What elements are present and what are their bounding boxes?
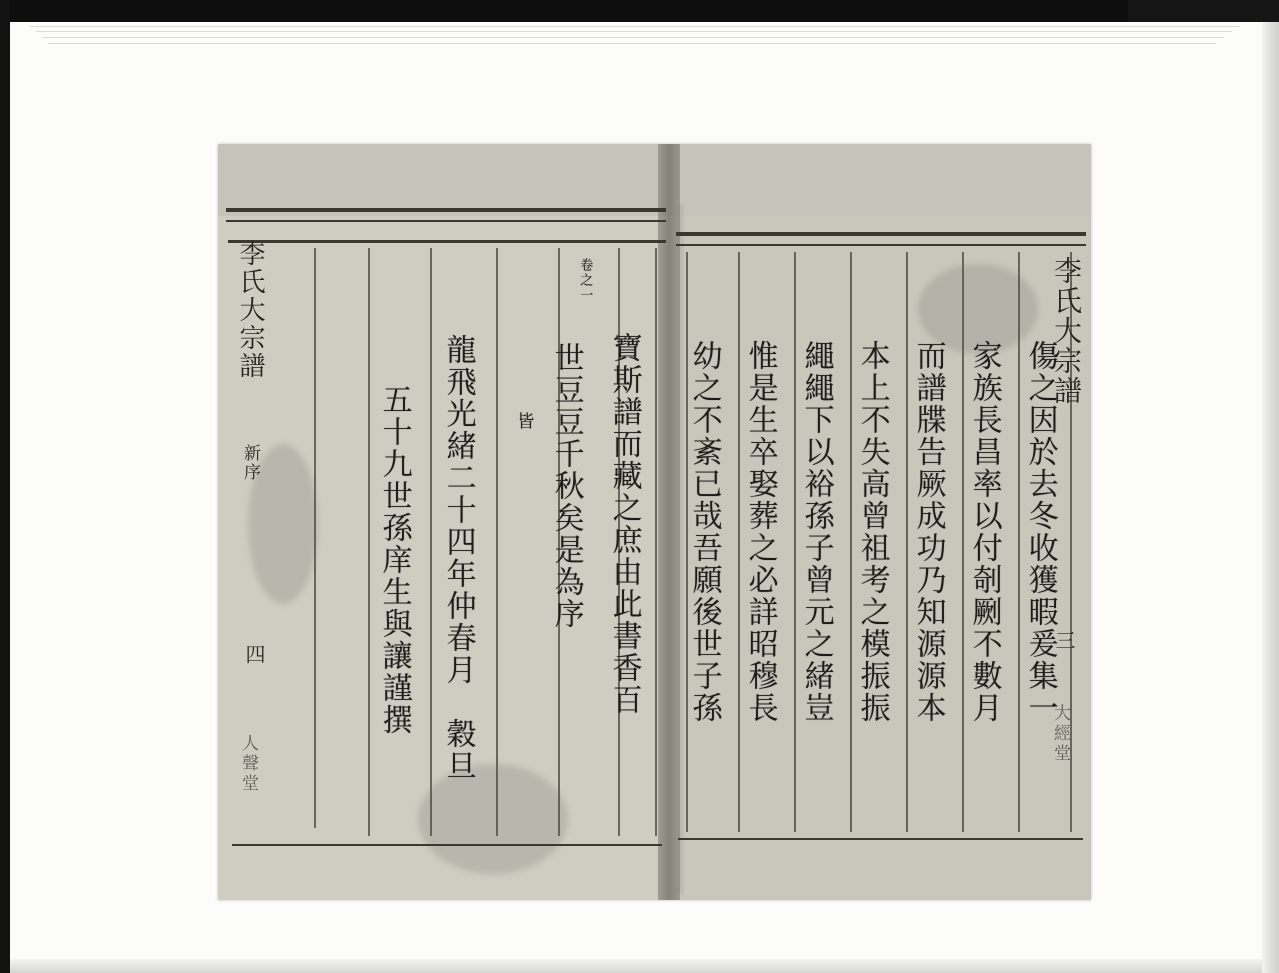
right-column-4: 本上不失高曾祖考之模振振 xyxy=(854,340,890,724)
right-column-6: 惟是生卒娶葬之必詳昭穆長 xyxy=(742,340,778,724)
left-page-number: 四 xyxy=(242,644,266,664)
book-gutter xyxy=(658,144,680,900)
left-column-4: 五十九世孫庠生與讓謹撰 xyxy=(376,384,412,736)
right-column-3: 而譜牒告厥成功乃知源源本 xyxy=(910,340,946,724)
right-page-header-title: 李氏大宗譜 xyxy=(1050,256,1083,406)
scan-edge-left xyxy=(0,0,10,973)
book-spread xyxy=(218,144,1091,900)
left-column-3: 龍飛光緒二十四年仲春月 穀旦 xyxy=(440,334,476,782)
scan-edge-top-right xyxy=(1128,0,1279,22)
spine-section: 新序 xyxy=(240,444,260,482)
right-column-1: 傷之因於去冬收獲暇爰集一 xyxy=(1022,340,1058,724)
book-top-margin xyxy=(218,144,1091,216)
right-column-7: 幼之不紊已哉吾願後世子孫 xyxy=(686,340,722,724)
right-page-seal: 大經堂 xyxy=(1050,704,1070,764)
left-column-marker: 卷之一 xyxy=(577,258,593,303)
right-page-number: 三 xyxy=(1052,630,1076,650)
right-column-5: 繩繩下以裕孫子曾元之緒豈 xyxy=(798,340,834,724)
spine-title: 李氏大宗譜 xyxy=(235,240,265,380)
scan-edge-top xyxy=(0,0,1279,22)
paper-stack-bottom-shadow xyxy=(10,959,1262,973)
left-column-1: 寶斯譜而藏之庶由此書香百 xyxy=(606,332,642,716)
right-column-2: 家族長昌率以付剞劂不數月 xyxy=(966,340,1002,724)
left-column-5: 皆 xyxy=(513,412,534,431)
left-page-seal: 人聲堂 xyxy=(238,734,258,794)
left-column-2: 世豆豆千秋矣是為序 xyxy=(548,342,584,630)
paper-stack-right-shadow xyxy=(1262,22,1279,973)
